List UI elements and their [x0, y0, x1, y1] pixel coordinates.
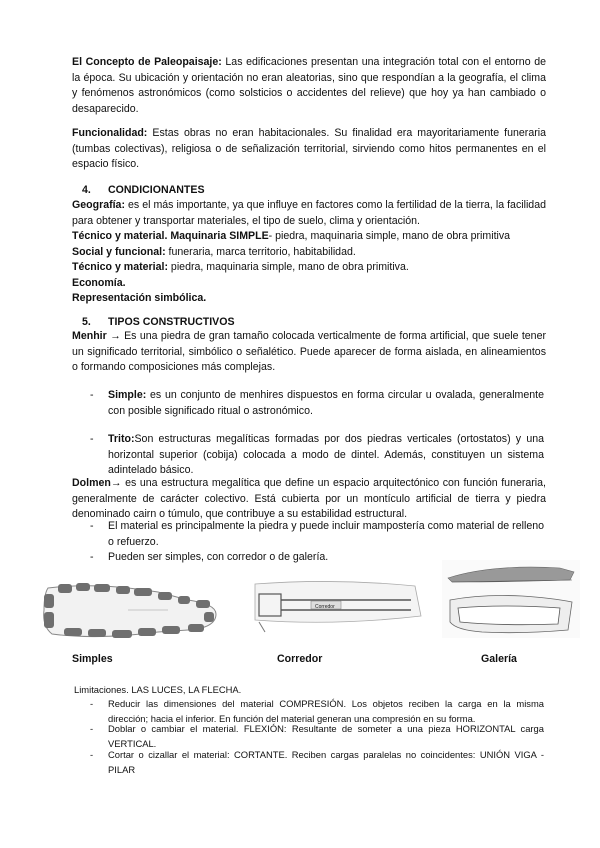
- tecnico2-label: Técnico y material:: [72, 261, 168, 273]
- simple-label: Simple:: [108, 389, 147, 401]
- bullet-dash: -: [90, 698, 94, 709]
- representacion-line: [72, 291, 546, 307]
- social-text: funeraria, marca territorio, habitabilidad.: [165, 245, 356, 258]
- heading-5-number: 5.: [82, 316, 91, 328]
- economia-label: Economía.: [72, 276, 126, 289]
- tecnico2-text: piedra, maquinaria simple, mano de obra primitiva.: [167, 261, 409, 273]
- caption-corredor: Corredor: [277, 653, 323, 665]
- dolmen-arrow: →: [110, 477, 126, 489]
- tecnico1-label: Técnico y material. Maquinaria SIMPLE: [72, 230, 269, 242]
- bullet-dash: -: [90, 551, 94, 563]
- simple-bullet: [90, 388, 544, 419]
- trito-bullet-text: [108, 432, 544, 479]
- menhir-text: Es una piedra de gran tamaño colocada verticalmente de forma artificial, que suele tener un significado territorial, simbólico o señalético. Puede aparecer de forma aislada, en alineamientos o formando composiciones más complejas.: [72, 330, 546, 373]
- heading-4-title: CONDICIONANTES: [108, 184, 205, 196]
- limitaciones-item-2: [90, 722, 544, 751]
- limitaciones-item-1-text: Reducir las dimensiones del material COMPRESIÓN. Los objetos reciben la carga en la misma dirección; hacia el inferior. En función del material generan una compresión en su forma.: [108, 698, 544, 724]
- bullet-dash: -: [90, 389, 94, 401]
- bullet-dash: -: [90, 749, 94, 760]
- dolmen-bullet-1-text: El material es principalmente la piedra y puede incluir mampostería como material de relleno o refuerzo.: [108, 520, 544, 548]
- trito-bullet: [90, 432, 544, 479]
- simple-bullet-text: [108, 388, 544, 419]
- caption-simples: Simples: [72, 653, 113, 665]
- funcionalidad-text: Estas obras no eran habitacionales. Su finalidad era mayoritariamente funeraria (tumbas colectivas), religiosa o de señalización territorial, sirviendo como hitos permanentes en el espacio físico.: [72, 127, 546, 170]
- tecnico1-line: [72, 229, 546, 245]
- caption-galeria: Galería: [481, 653, 517, 665]
- tecnico2-line: [72, 260, 546, 276]
- limitaciones-title: Limitaciones. LAS LUCES, LA FLECHA.: [74, 684, 242, 695]
- galeria-dolmen-figure: [442, 560, 580, 638]
- bullet-dash: -: [90, 723, 94, 734]
- geografia-label: Geografía:: [72, 199, 125, 211]
- trito-label: Trito:: [108, 433, 135, 445]
- corredor-dolmen-plan-figure: [245, 580, 427, 634]
- heading-tipos-constructivos: [82, 316, 235, 328]
- condicionantes-block: [72, 198, 546, 307]
- menhir-arrow: →: [106, 330, 125, 342]
- simple-text: es un conjunto de menhires dispuestos en forma circular u ovalada, generalmente con posible significado ritual o astronómico.: [108, 389, 544, 417]
- limitaciones-item-3-text: Cortar o cizallar el material: CORTANTE. Reciben cargas paralelas no coincidentes: UNIÓN VIGA - PILAR: [108, 749, 544, 775]
- bullet-dash: -: [90, 520, 94, 532]
- economia-line: [72, 276, 546, 292]
- funcionalidad-label: Funcionalidad:: [72, 127, 148, 139]
- dolmen-paragraph: [72, 476, 546, 523]
- dolmen-label: Dolmen: [72, 477, 111, 489]
- bullet-dash: -: [90, 433, 94, 445]
- heading-4-number: 4.: [82, 184, 91, 196]
- heading-condicionantes: [82, 184, 205, 196]
- funcionalidad-paragraph: [72, 126, 546, 173]
- menhir-label: Menhir: [72, 330, 107, 342]
- heading-5-title: TIPOS CONSTRUCTIVOS: [108, 316, 235, 328]
- dolmen-text: es una estructura megalítica que define un espacio arquitectónico con función funeraria, generalmente de carácter colectivo. Está cubierta por un montículo artificial de tierra y piedra denominado cairn o túmulo, que contribuye a su estabilidad estructural.: [72, 477, 546, 520]
- trito-text: Son estructuras megalíticas formadas por dos piedras verticales (ortostatos) y una horizontal superior (cobija) colocada a modo de dintel. Además, constituyen un sistema adintelado básico.: [108, 433, 544, 476]
- dolmen-bullet-2-text: Pueden ser simples, con corredor o de galería.: [108, 551, 329, 563]
- simples-dolmen-plan-figure: [38, 580, 222, 640]
- menhir-paragraph: [72, 329, 546, 376]
- corredor-tag: Corredor: [315, 604, 335, 610]
- limitaciones-item-2-text: Doblar o cambiar el material. FLEXIÓN: Resultante de someter a una pieza HORIZONTAL carga VERTICAL.: [108, 723, 544, 749]
- tecnico1-text: - piedra, maquinaria simple, mano de obra primitiva: [268, 230, 511, 242]
- geografia-line: [72, 198, 546, 229]
- social-label: Social y funcional:: [72, 245, 166, 258]
- paleopaisaje-label: El Concepto de Paleopaisaje:: [72, 56, 222, 68]
- geografia-text: es el más importante, ya que influye en factores como la fertilidad de la tierra, la facilidad para obtener y transportar materiales, el tipo de suelo, clima y orientación.: [72, 199, 546, 227]
- paleopaisaje-text: Las edificaciones presentan una integración total con el entorno de la época. Su ubicación y orientación no eran aleatorias, sino que respondían a la geografía, el clima y fenómenos astronómicos (como solsticios o accidentes del relieve) que hoy ya han cambiado o desaparecido.: [72, 56, 546, 115]
- limitaciones-item-3: [90, 748, 544, 777]
- social-line: [72, 245, 546, 261]
- representacion-label: Representación simbólica.: [72, 292, 207, 304]
- paleopaisaje-paragraph: [72, 55, 546, 117]
- dolmen-bullet-1: [90, 519, 544, 550]
